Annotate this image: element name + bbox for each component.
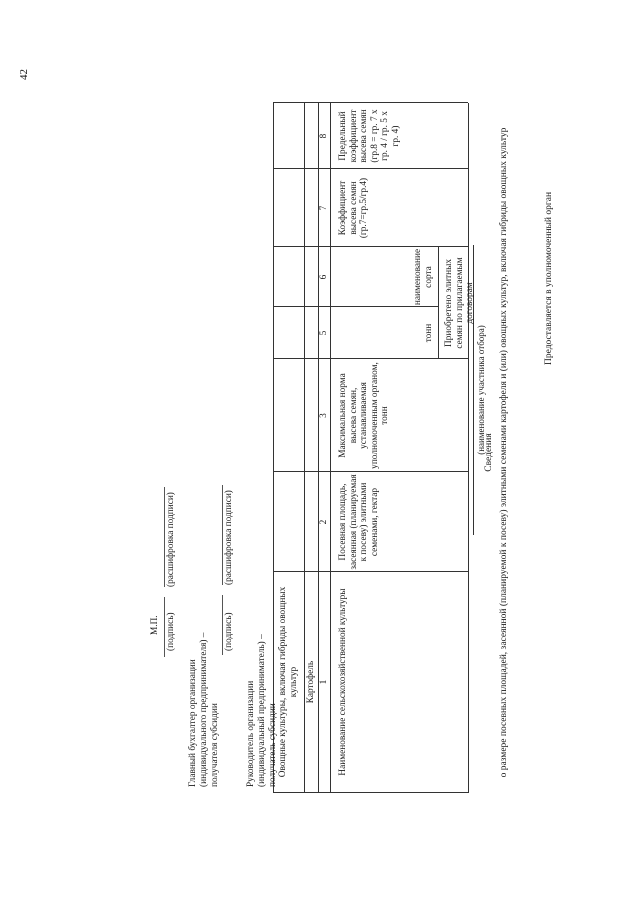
col5-col6-divider	[273, 306, 438, 307]
acc-sign-caption: (подпись)	[166, 612, 176, 651]
num-col5: 5	[319, 330, 329, 336]
table-border-top	[468, 103, 469, 793]
header-col56: Приобретено элитных семян по прилагаемым договорам	[444, 257, 475, 349]
table-row1-bottom	[304, 103, 305, 793]
col7-col8-divider	[273, 168, 468, 169]
num-col6: 6	[319, 274, 329, 280]
page-number: 42	[18, 69, 30, 80]
head-sign-caption: (подпись)	[224, 612, 234, 651]
header-col6: наименование сорта	[413, 248, 434, 306]
table-border-left	[273, 792, 468, 793]
col1-col2-divider	[273, 571, 468, 572]
header-col8: Предельный коэффициент высева семян (гр.8 = гр. 7 x гр. 4 / гр. 5 x гр. 4)	[338, 109, 401, 163]
document-subtitle: о размере посевных площадей, засеянной (планируемой к посеву) элитными семенами картофеля и (или) овощных культур, включая гибриды овощных культур	[499, 127, 509, 778]
num-col8: 8	[319, 133, 329, 139]
num-col7: 7	[319, 205, 329, 211]
num-col3: 3	[319, 413, 329, 418]
header-note: Предоставляется в уполномоченный орган	[544, 191, 554, 365]
num-col2: 2	[319, 519, 329, 525]
participant-caption: (наименование участника отбора)	[476, 325, 486, 455]
header-col1: Наименование сельскохозяйственной культуры	[338, 588, 348, 776]
col2-col3-divider	[273, 471, 468, 472]
table-border-right	[273, 102, 468, 103]
header-col7: Коэффициент высева семян (гр.7=гр.5/гр.4)	[338, 177, 369, 239]
row-potato-name: Картофель	[306, 660, 316, 704]
acc-line-2: (индивидуального предпринимателя) –	[199, 632, 209, 787]
acc-line-3: получателя субсидии	[210, 703, 220, 787]
header-col3: Максимальная норма высева семян, устанавливаемая уполномоченным органом, тонн	[338, 362, 390, 469]
head-line-1: Руководитель организации	[246, 680, 256, 787]
col3-col4-divider	[273, 358, 468, 359]
num-col1: 1	[319, 679, 329, 685]
acc-decode-line	[164, 487, 165, 587]
head-signature-block	[246, 467, 279, 787]
acc-sign-line	[164, 597, 165, 657]
head-line-2: (индивидуальный предприниматель) –	[257, 634, 267, 787]
subheader-divider	[438, 247, 439, 359]
header-col2: Посевная площадь, засеянная (планируемая к посеву) элитными семенами, гектар	[338, 474, 380, 570]
acc-decode-caption: (расшифровка подписи)	[166, 492, 176, 587]
table-header-bottom	[330, 103, 331, 793]
document-title: Сведения	[484, 433, 494, 472]
col6-col7-divider	[273, 246, 468, 247]
head-sign-line	[222, 595, 223, 655]
head-line-3: получатель субсидии	[268, 703, 278, 787]
accountant-signature-block	[188, 467, 221, 787]
head-decode-caption: (расшифровка подписи)	[224, 490, 234, 585]
stamp-mark: М.П.	[150, 615, 160, 635]
header-col5: тонн	[423, 323, 434, 343]
acc-line-1: Главный бухгалтер организации	[188, 659, 198, 787]
row-vegetables-name: Овощные культуры, включая гибриды овощных культур	[278, 586, 299, 778]
head-decode-line	[222, 485, 223, 585]
